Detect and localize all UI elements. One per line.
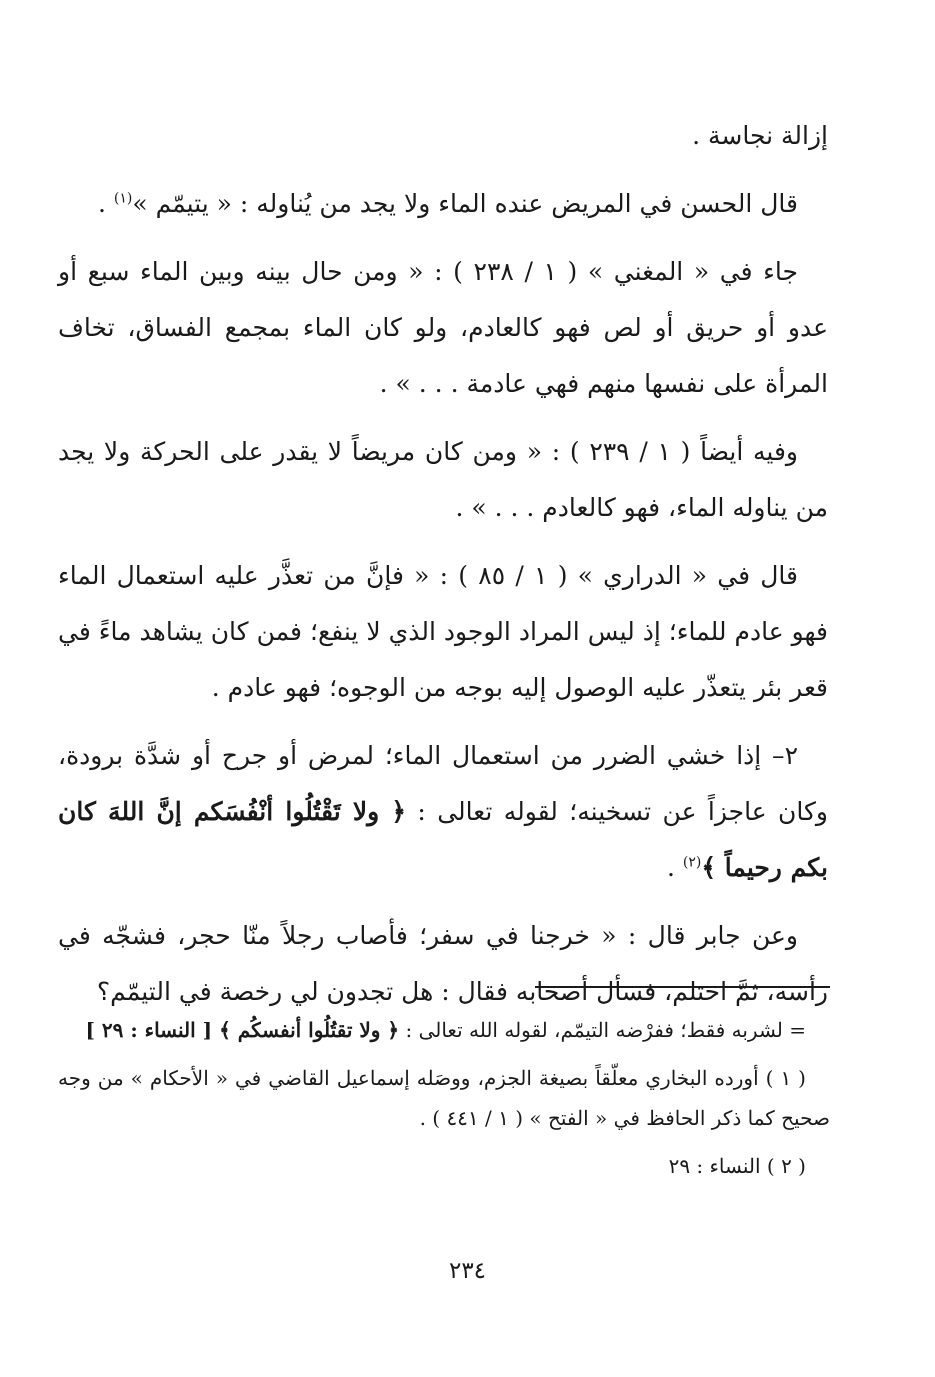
- footnotes: [58, 1010, 830, 1194]
- footnote-2: ( ٢ ) النساء : ٢٩: [668, 1154, 806, 1178]
- paragraph-darari: قال في « الدراري » ( ١ / ٨٥ ) : « فإنَّ من تعذَّر عليه استعمال الماء فهو عادم للماء؛ إذ ليس المراد الوجود الذي لا ينفع؛ فمن كان يشاهد ماءً في قعر بئر يتعذّر عليه الوصول إليه بوجه من الوجوه؛ فهو عادم .: [58, 561, 828, 702]
- footnote-ref-1[interactable]: (١): [113, 190, 133, 207]
- footnote-quran-verse: ﴿ ولا تقتُلُوا أنفسكُم ﴾ [ النساء : ٢٩ ]: [85, 1018, 400, 1042]
- paragraph-opening: إزالة نجاسة .: [692, 121, 828, 150]
- footnote-separator: [535, 986, 830, 988]
- footnote-1: ( ١ ) أورده البخاري معلّقاً بصيغة الجزم، ووصَله إسماعيل القاضي في « الأحكام » من وجه صحيح كما ذكر الحافظ في « الفتح » ( ١ / ٤٤١ ) .: [58, 1066, 830, 1130]
- paragraph-jabir: وعن جابر قال : « خرجنا في سفر؛ فأصاب رجلاً منّا حجر، فشجّه في رأسه، ثمَّ احتلم، فسأل أصحابه فقال : هل تجدون لي رخصة في التيمّم؟: [58, 921, 828, 1006]
- paragraph-hasan-text: قال الحسن في المريض عنده الماء ولا يجد من يُناوله : « يتيمّم »: [132, 189, 798, 218]
- paragraph-hasan: [58, 176, 828, 232]
- footnote-ref-2[interactable]: (٢): [682, 854, 702, 871]
- paragraph-harm-text: ٢– إذا خشي الضرر من استعمال الماء؛ لمرض أو جرح أو شدَّة برودة، وكان عاجزاً عن تسخينه؛ لقوله تعالى :: [58, 741, 828, 826]
- main-text: [58, 108, 828, 1032]
- footnote-continuation: [58, 1010, 830, 1050]
- paragraph-harm: [58, 728, 828, 896]
- footnote-continuation-text: = لشربه فقط؛ ففرْضه التيمّم، لقوله الله تعالى :: [399, 1018, 806, 1042]
- quran-verse: ﴿ ولا تَقْتُلُوا أنْفُسَكم إنَّ اللهَ كان بكم رحيماً ﴾: [58, 797, 828, 882]
- page-number: ٢٣٤: [448, 1258, 487, 1284]
- paragraph-harm-end: .: [667, 853, 683, 882]
- paragraph-mughni: جاء في « المغني » ( ١ / ٢٣٨ ) : « ومن حال بينه وبين الماء سبع أو عدو أو حريق أو لص فهو كالعادم، ولو كان الماء بمجمع الفساق، تخاف المرأة على نفسها منهم فهي عادمة . . . » .: [58, 257, 828, 398]
- paragraph-hasan-end: .: [97, 189, 114, 218]
- paragraph-mughni-also: وفيه أيضاً ( ١ / ٢٣٩ ) : « ومن كان مريضاً لا يقدر على الحركة ولا يجد من يناوله الماء، فهو كالعادم . . . » .: [58, 437, 828, 522]
